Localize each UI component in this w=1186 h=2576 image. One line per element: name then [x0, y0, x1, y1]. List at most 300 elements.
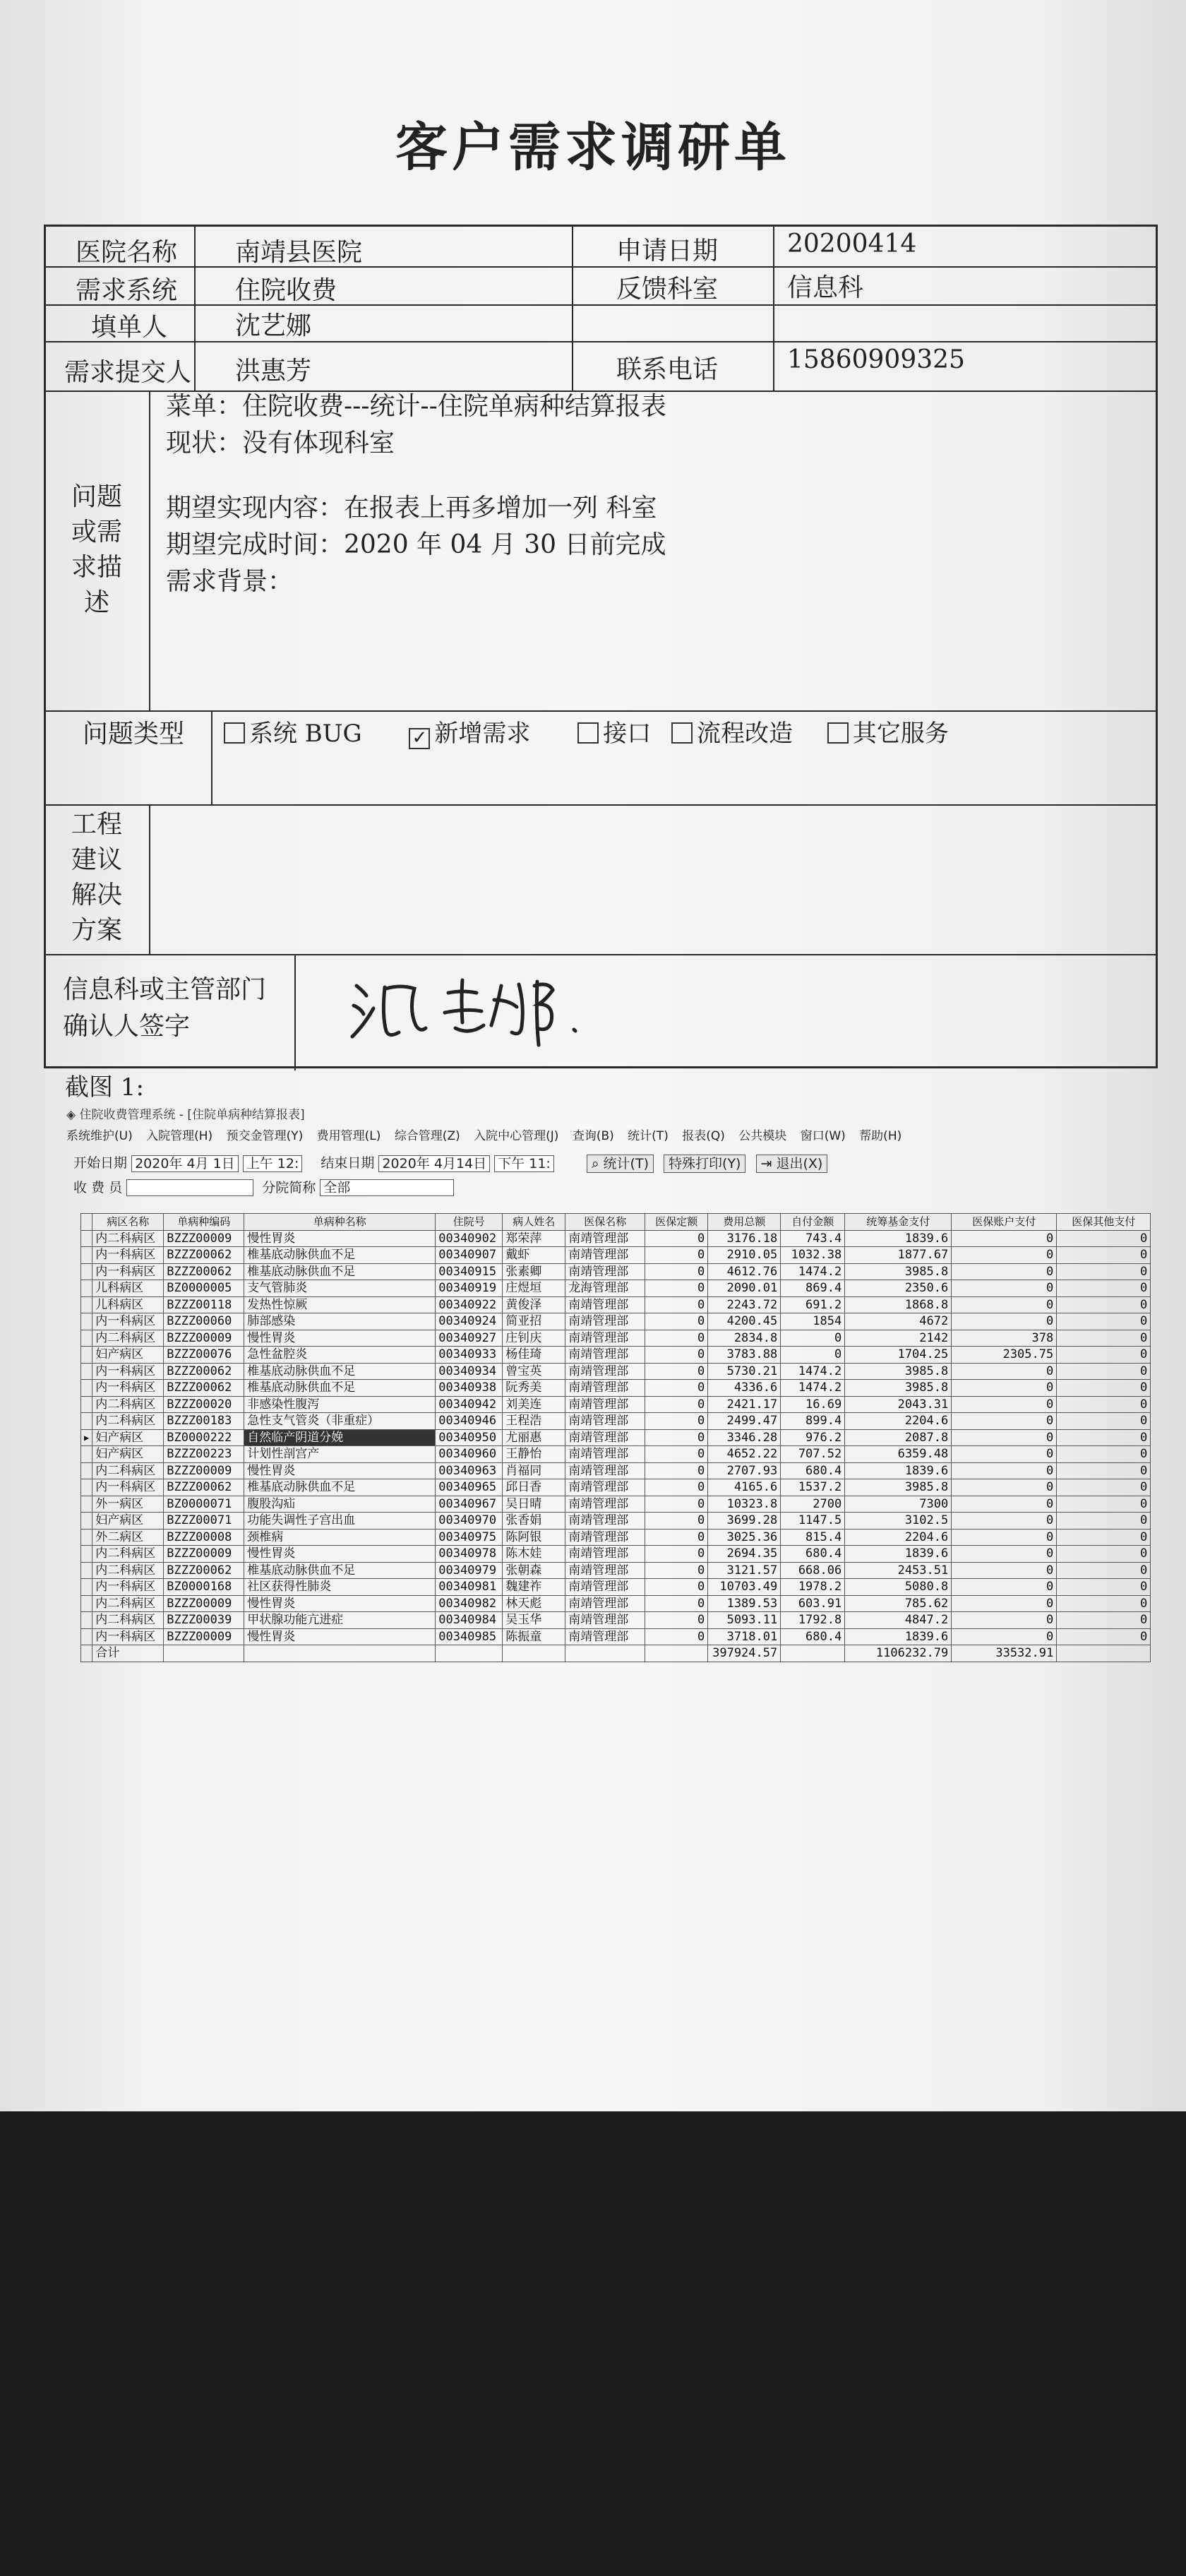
table-cell: 0	[645, 1230, 708, 1247]
menu-general[interactable]: 综合管理(Z)	[394, 1129, 460, 1143]
table-cell: 妇产病区	[92, 1347, 164, 1364]
table-cell: BZZZ00076	[164, 1347, 244, 1364]
table-cell: 0	[952, 1396, 1057, 1413]
table-cell: 支气管肺炎	[244, 1280, 436, 1297]
table-cell: 陈木娃	[503, 1546, 565, 1563]
type-option-new[interactable]: ✓ 新增需求	[409, 720, 530, 748]
table-cell: 00340965	[436, 1479, 503, 1496]
table-cell: 0	[1057, 1280, 1151, 1297]
checkbox-checked-icon: ✓	[409, 728, 430, 749]
table-cell: 0	[952, 1579, 1057, 1596]
table-cell: 0	[1057, 1462, 1151, 1479]
total-cell	[565, 1645, 645, 1662]
table-cell: BZ0000071	[164, 1496, 244, 1513]
row-marker	[81, 1330, 92, 1347]
table-row[interactable]	[81, 1529, 1151, 1546]
exit-button[interactable]: ⇥ 退出(X)	[756, 1155, 828, 1173]
row-marker	[81, 1363, 92, 1380]
table-cell: 0	[952, 1446, 1057, 1463]
confirm-label-line2: 确认人签字	[63, 1012, 191, 1041]
row-marker	[81, 1462, 92, 1479]
table-cell: 00340946	[436, 1413, 503, 1430]
table-cell: 内二科病区	[92, 1612, 164, 1629]
table-cell: 戴虾	[503, 1247, 565, 1264]
system-value: 住院收费	[235, 276, 337, 305]
table-cell: 简亚招	[503, 1313, 565, 1330]
table-cell: 0	[1057, 1562, 1151, 1579]
table-cell: 1839.6	[845, 1628, 952, 1645]
table-cell: 外一病区	[92, 1496, 164, 1513]
table-cell: 00340924	[436, 1313, 503, 1330]
table-cell: 内一科病区	[92, 1628, 164, 1645]
exit-icon: ⇥	[760, 1155, 777, 1171]
table-row[interactable]	[81, 1595, 1151, 1612]
table-cell: 3783.88	[708, 1347, 781, 1364]
table-cell: 妇产病区	[92, 1513, 164, 1530]
table-cell: 肖福同	[503, 1462, 565, 1479]
total-cell: 合计	[92, 1645, 164, 1662]
table-cell: 1537.2	[781, 1479, 845, 1496]
row-marker	[81, 1230, 92, 1247]
table-cell: 0	[952, 1462, 1057, 1479]
table-row[interactable]	[81, 1247, 1151, 1264]
table-cell: 内一科病区	[92, 1380, 164, 1397]
table-cell: 南靖管理部	[565, 1363, 645, 1380]
checkbox-icon	[224, 722, 245, 744]
table-cell: 0	[952, 1313, 1057, 1330]
table-cell: 南靖管理部	[565, 1413, 645, 1430]
table-cell: 00340922	[436, 1296, 503, 1313]
table-cell: 南靖管理部	[565, 1479, 645, 1496]
row-marker	[81, 1529, 92, 1546]
table-cell: 南靖管理部	[565, 1579, 645, 1596]
table-cell: 0	[645, 1247, 708, 1264]
table-cell: 2350.6	[845, 1280, 952, 1297]
confirm-label-line1: 信息科或主管部门	[63, 975, 267, 1004]
table-cell: 0	[1057, 1230, 1151, 1247]
table-cell: 3985.8	[845, 1380, 952, 1397]
table-cell: 0	[645, 1263, 708, 1280]
table-row[interactable]	[81, 1612, 1151, 1629]
apply-date-label: 申请日期	[616, 237, 719, 266]
col-patient[interactable]: 病人姓名	[503, 1214, 565, 1231]
table-cell: 0	[645, 1363, 708, 1380]
table-cell: 0	[645, 1413, 708, 1430]
start-date-label: 开始日期	[73, 1155, 128, 1171]
row-marker	[81, 1446, 92, 1463]
table-row[interactable]	[81, 1263, 1151, 1280]
checkbox-icon	[671, 722, 693, 744]
hospital-value: 南靖县医院	[235, 238, 363, 267]
table-row[interactable]	[81, 1479, 1151, 1496]
table-cell: 0	[1057, 1313, 1151, 1330]
table-cell: 0	[1057, 1347, 1151, 1364]
description-label: 问题 或需 求描 述	[71, 482, 122, 617]
table-cell: 1474.2	[781, 1363, 845, 1380]
special-print-button[interactable]: 特殊打印(Y)	[664, 1155, 745, 1173]
col-disease[interactable]: 单病种名称	[244, 1214, 436, 1231]
type-option-other[interactable]: 其它服务	[827, 720, 949, 748]
table-cell: 南靖管理部	[565, 1612, 645, 1629]
table-cell: BZZZ00183	[164, 1413, 244, 1430]
total-cell	[503, 1645, 565, 1662]
table-cell: 0	[645, 1529, 708, 1546]
table-cell: 慢性胃炎	[244, 1230, 436, 1247]
table-cell: BZZZ00118	[164, 1296, 244, 1313]
table-cell: 2700	[781, 1496, 845, 1513]
table-cell: 707.52	[781, 1446, 845, 1463]
menu-stat[interactable]: 统计(T)	[628, 1129, 669, 1143]
row-marker	[81, 1396, 92, 1413]
table-cell: 2694.35	[708, 1546, 781, 1563]
table-cell: 0	[645, 1462, 708, 1479]
col-insurance[interactable]: 医保名称	[565, 1214, 645, 1231]
table-cell: 1147.5	[781, 1513, 845, 1530]
table-cell: 0	[645, 1628, 708, 1645]
row-marker	[81, 1413, 92, 1430]
table-cell: 00340927	[436, 1330, 503, 1347]
table-cell: 3699.28	[708, 1513, 781, 1530]
table-cell: BZZZ00009	[164, 1230, 244, 1247]
table-cell: 1704.25	[845, 1347, 952, 1364]
table-cell: 南靖管理部	[565, 1546, 645, 1563]
table-cell: 社区获得性肺炎	[244, 1579, 436, 1596]
total-cell	[781, 1645, 845, 1662]
desc-background: 需求背景：	[166, 567, 294, 596]
table-cell: 南靖管理部	[565, 1380, 645, 1397]
desc-expectation: 期望实现内容：在报表上再多增加一列 科室	[166, 494, 657, 523]
table-cell: 680.4	[781, 1628, 845, 1645]
table-cell: 内二科病区	[92, 1396, 164, 1413]
table-cell: 内二科病区	[92, 1330, 164, 1347]
table-cell: 976.2	[781, 1429, 845, 1446]
row-marker	[81, 1513, 92, 1530]
dept-value: 信息科	[787, 273, 864, 302]
table-cell: BZZZ00020	[164, 1396, 244, 1413]
table-cell: 3025.36	[708, 1529, 781, 1546]
start-date-input[interactable]: 2020年 4月 1日	[131, 1155, 239, 1172]
table-header	[81, 1214, 1151, 1231]
table-row[interactable]	[81, 1429, 1151, 1446]
row-marker	[81, 1247, 92, 1264]
total-cell	[645, 1645, 708, 1662]
menu-query[interactable]: 查询(B)	[572, 1129, 614, 1143]
table-row[interactable]	[81, 1513, 1151, 1530]
table-cell: 0	[645, 1496, 708, 1513]
table-cell: 680.4	[781, 1546, 845, 1563]
alias-select[interactable]: 全部	[320, 1179, 454, 1196]
table-row[interactable]	[81, 1562, 1151, 1579]
table-cell: 2707.93	[708, 1462, 781, 1479]
table-cell: 内二科病区	[92, 1546, 164, 1563]
table-cell: 2142	[845, 1330, 952, 1347]
table-cell: 0	[645, 1612, 708, 1629]
table-cell: 1839.6	[845, 1462, 952, 1479]
table-cell: 南靖管理部	[565, 1296, 645, 1313]
menu-admission[interactable]: 入院管理(H)	[146, 1129, 213, 1143]
table-cell: 680.4	[781, 1462, 845, 1479]
table-cell: 南靖管理部	[565, 1347, 645, 1364]
table-cell: 吴日晴	[503, 1496, 565, 1513]
table-cell: 内一科病区	[92, 1313, 164, 1330]
table-cell: 南靖管理部	[565, 1263, 645, 1280]
table-cell: 00340915	[436, 1263, 503, 1280]
table-cell: 4847.2	[845, 1612, 952, 1629]
menu-center[interactable]: 入院中心管理(J)	[474, 1129, 559, 1143]
table-cell: 庄煜垣	[503, 1280, 565, 1297]
table-cell: 计划性剖宫产	[244, 1446, 436, 1463]
table-cell: 0	[952, 1380, 1057, 1397]
table-cell: BZZZ00062	[164, 1363, 244, 1380]
table-cell: 1868.8	[845, 1296, 952, 1313]
table-cell: 内一科病区	[92, 1579, 164, 1596]
table-cell: 4200.45	[708, 1313, 781, 1330]
table-cell: BZZZ00039	[164, 1612, 244, 1629]
table-row[interactable]	[81, 1280, 1151, 1297]
table-cell: 2204.6	[845, 1529, 952, 1546]
table-cell: 0	[952, 1230, 1057, 1247]
table-cell: 0	[645, 1330, 708, 1347]
total-cell: 1106232.79	[845, 1645, 952, 1662]
table-cell: 5093.11	[708, 1612, 781, 1629]
table-cell: 0	[952, 1429, 1057, 1446]
table-cell: 378	[952, 1330, 1057, 1347]
table-cell: 0	[645, 1396, 708, 1413]
menu-deposit[interactable]: 预交金管理(Y)	[226, 1129, 304, 1143]
total-cell: 397924.57	[708, 1645, 781, 1662]
table-cell: 杨佳琦	[503, 1347, 565, 1364]
table-cell: 南靖管理部	[565, 1595, 645, 1612]
row-marker	[81, 1628, 92, 1645]
menu-system[interactable]: 系统维护(U)	[66, 1129, 133, 1143]
table-cell: 10323.8	[708, 1496, 781, 1513]
table-cell: BZZZ00008	[164, 1529, 244, 1546]
table-cell: 0	[645, 1579, 708, 1596]
table-cell: 0	[1057, 1546, 1151, 1563]
table-cell: 1474.2	[781, 1263, 845, 1280]
menu-fee[interactable]: 费用管理(L)	[316, 1129, 381, 1143]
table-cell: 1389.53	[708, 1595, 781, 1612]
table-cell: 南靖管理部	[565, 1247, 645, 1264]
table-cell: 颈椎病	[244, 1529, 436, 1546]
col-self-pay[interactable]: 自付金额	[781, 1214, 845, 1231]
table-cell: 王静怡	[503, 1446, 565, 1463]
table-cell: 内二科病区	[92, 1413, 164, 1430]
col-ward[interactable]: 病区名称	[92, 1214, 164, 1231]
desc-menu: 菜单：住院收费---统计--住院单病种结算报表	[166, 392, 666, 421]
stat-button[interactable]: ⌕ 统计(T)	[587, 1155, 654, 1173]
table-cell: 7300	[845, 1496, 952, 1513]
table-cell: 0	[952, 1280, 1057, 1297]
start-time-input[interactable]: 上午 12:	[243, 1155, 303, 1172]
col-quota[interactable]: 医保定额	[645, 1214, 708, 1231]
table-row[interactable]	[81, 1628, 1151, 1645]
table-cell: 3176.18	[708, 1230, 781, 1247]
table-cell: 南靖管理部	[565, 1313, 645, 1330]
table-row[interactable]	[81, 1363, 1151, 1380]
table-cell: 10703.49	[708, 1579, 781, 1596]
table-cell: 1877.67	[845, 1247, 952, 1264]
table-cell: 0	[781, 1347, 845, 1364]
table-cell: 691.2	[781, 1296, 845, 1313]
table-row[interactable]	[81, 1230, 1151, 1247]
table-cell: 00340981	[436, 1579, 503, 1596]
table-cell: 张素卿	[503, 1263, 565, 1280]
table-cell: 2043.31	[845, 1396, 952, 1413]
table-row[interactable]	[81, 1396, 1151, 1413]
payer-select[interactable]	[126, 1179, 253, 1196]
system-label: 需求系统	[76, 276, 178, 305]
table-cell: 3102.5	[845, 1513, 952, 1530]
table-cell: 0	[645, 1562, 708, 1579]
table-cell: 00340938	[436, 1380, 503, 1397]
menu-help[interactable]: 帮助(H)	[859, 1129, 902, 1143]
table-cell: 肺部感染	[244, 1313, 436, 1330]
table-cell: 邱日香	[503, 1479, 565, 1496]
table-cell: 2499.47	[708, 1413, 781, 1430]
menu-report[interactable]: 报表(Q)	[682, 1129, 725, 1143]
table-cell: 郑荣萍	[503, 1230, 565, 1247]
table-cell: 妇产病区	[92, 1446, 164, 1463]
table-cell: 3985.8	[845, 1479, 952, 1496]
table-cell: 0	[645, 1347, 708, 1364]
col-fee-total[interactable]: 费用总额	[708, 1214, 781, 1231]
table-cell: 0	[952, 1496, 1057, 1513]
end-date-input[interactable]: 2020年 4月14日	[378, 1155, 490, 1172]
col-account[interactable]: 医保账户支付	[952, 1214, 1057, 1231]
menu-public[interactable]: 公共模块	[738, 1129, 787, 1143]
row-pointer-icon: ▶	[81, 1429, 92, 1446]
filler-label: 填单人	[91, 313, 168, 342]
type-option-process[interactable]: 流程改造	[671, 720, 793, 748]
table-cell: 0	[952, 1628, 1057, 1645]
table-cell: 00340907	[436, 1247, 503, 1264]
table-cell: 0	[952, 1513, 1057, 1530]
table-cell: 南靖管理部	[565, 1446, 645, 1463]
table-row[interactable]	[81, 1413, 1151, 1430]
row-marker	[81, 1263, 92, 1280]
table-cell: 0	[1057, 1496, 1151, 1513]
type-option-bug[interactable]: 系统 BUG	[224, 720, 362, 748]
table-cell: 张香娟	[503, 1513, 565, 1530]
table-cell: 发热性惊厥	[244, 1296, 436, 1313]
total-cell: 33532.91	[952, 1645, 1057, 1662]
table-cell: 16.69	[781, 1396, 845, 1413]
total-cell	[244, 1645, 436, 1662]
table-cell: 00340934	[436, 1363, 503, 1380]
table-cell: 0	[1057, 1595, 1151, 1612]
table-cell: 0	[952, 1296, 1057, 1313]
table-cell: 1032.38	[781, 1247, 845, 1264]
table-cell: BZZZ00009	[164, 1462, 244, 1479]
table-row[interactable]	[81, 1330, 1151, 1347]
table-cell: 椎基底动脉供血不足	[244, 1562, 436, 1579]
end-time-input[interactable]: 下午 11:	[494, 1155, 554, 1172]
requirement-form	[44, 225, 1158, 1068]
table-cell: 0	[645, 1546, 708, 1563]
table-cell: 1978.2	[781, 1579, 845, 1596]
table-cell: BZZZ00062	[164, 1562, 244, 1579]
table-cell: 00340919	[436, 1280, 503, 1297]
row-marker	[81, 1496, 92, 1513]
engineering-label: 工程 建议 解决 方案	[71, 810, 122, 945]
table-row[interactable]	[81, 1296, 1151, 1313]
table-cell: 743.4	[781, 1230, 845, 1247]
table-cell: 2305.75	[952, 1347, 1057, 1364]
table-cell: 4165.6	[708, 1479, 781, 1496]
table-cell: 0	[645, 1446, 708, 1463]
table-cell: 0	[1057, 1446, 1151, 1463]
type-option-interface[interactable]: 接口	[577, 720, 651, 748]
table-cell: 2087.8	[845, 1429, 952, 1446]
col-other[interactable]: 医保其他支付	[1057, 1214, 1151, 1231]
table-row[interactable]	[81, 1313, 1151, 1330]
table-row[interactable]	[81, 1462, 1151, 1479]
query-toolbar	[73, 1152, 827, 1196]
table-cell: 0	[952, 1363, 1057, 1380]
table-cell: 0	[952, 1562, 1057, 1579]
table-cell: 慢性胃炎	[244, 1330, 436, 1347]
table-cell: 刘美连	[503, 1396, 565, 1413]
checkbox-icon	[577, 722, 599, 744]
row-marker	[81, 1280, 92, 1297]
app-logo-icon: ◈	[66, 1108, 80, 1122]
table-row[interactable]	[81, 1496, 1151, 1513]
table-cell: 00340979	[436, 1562, 503, 1579]
table-cell: 龙海管理部	[565, 1280, 645, 1297]
table-row[interactable]	[81, 1579, 1151, 1596]
table-cell: 慢性胃炎	[244, 1595, 436, 1612]
table-cell: 2453.51	[845, 1562, 952, 1579]
col-fund[interactable]: 统筹基金支付	[845, 1214, 952, 1231]
table-cell: 慢性胃炎	[244, 1546, 436, 1563]
table-cell: 急性盆腔炎	[244, 1347, 436, 1364]
total-cell	[164, 1645, 244, 1662]
table-cell: 00340984	[436, 1612, 503, 1629]
apply-date-value: 20200414	[787, 229, 917, 258]
table-cell: 王程浩	[503, 1413, 565, 1430]
table-cell: 内二科病区	[92, 1595, 164, 1612]
table-cell: 0	[1057, 1612, 1151, 1629]
table-cell: 儿科病区	[92, 1296, 164, 1313]
table-cell: 0	[645, 1429, 708, 1446]
table-cell: 南靖管理部	[565, 1628, 645, 1645]
desc-deadline: 期望完成时间：2020 年 04 月 30 日前完成	[166, 530, 666, 559]
table-cell: 00340960	[436, 1446, 503, 1463]
table-cell: 00340902	[436, 1230, 503, 1247]
table-cell: 0	[952, 1595, 1057, 1612]
table-row[interactable]	[81, 1380, 1151, 1397]
col-admission-no[interactable]: 住院号	[436, 1214, 503, 1231]
table-row[interactable]	[81, 1446, 1151, 1463]
handwritten-signature	[349, 972, 618, 1049]
row-marker	[81, 1595, 92, 1612]
row-marker	[81, 1562, 92, 1579]
table-cell: 0	[1057, 1628, 1151, 1645]
table-cell: 1854	[781, 1313, 845, 1330]
table-cell: 南靖管理部	[565, 1462, 645, 1479]
col-code[interactable]: 单病种编码	[164, 1214, 244, 1231]
table-cell: 张朝森	[503, 1562, 565, 1579]
table-row[interactable]	[81, 1546, 1151, 1563]
table-cell: 儿科病区	[92, 1280, 164, 1297]
table-cell: 内一科病区	[92, 1263, 164, 1280]
table-cell: BZ0000222	[164, 1429, 244, 1446]
table-row[interactable]	[81, 1347, 1151, 1364]
table-cell: 内二科病区	[92, 1562, 164, 1579]
total-cell	[81, 1645, 92, 1662]
menu-window[interactable]: 窗口(W)	[800, 1129, 846, 1143]
